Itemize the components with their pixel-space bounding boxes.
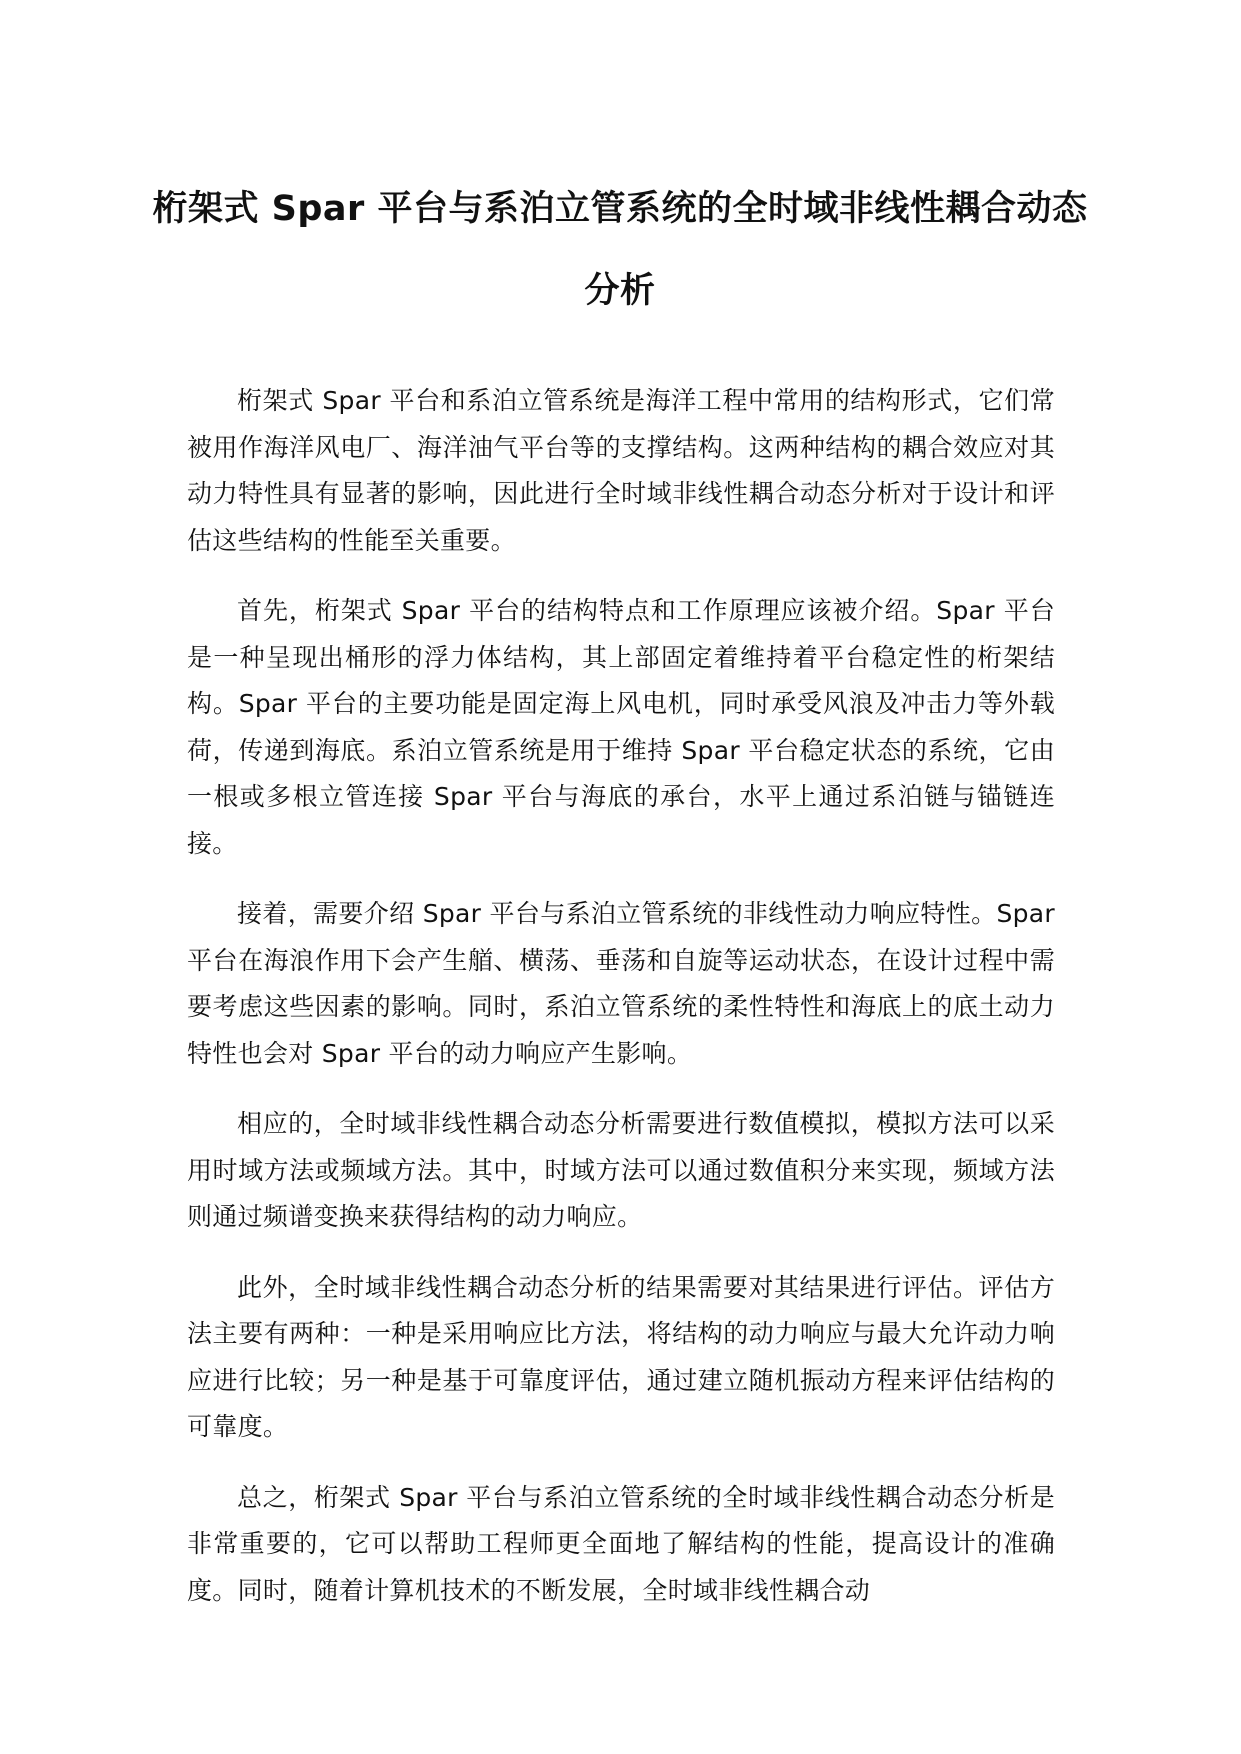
paragraph-2: 首先，桁架式 Spar 平台的结构特点和工作原理应该被介绍。Spar 平台是一种呈现出桶形的浮力体结构，其上部固定着维持着平台稳定性的桁架结构。Spar 平台的主要功能是固定海上风电机，同时承受风浪及冲击力等外载荷，传递到海底。系泊立管系统是用于维持 Spar 平台稳定状态的系统，它由一根或多根立管连接 Spar 平台与海底的承台，水平上通过系泊链与锚链连接。 [187,596,1055,858]
document-title: 桁架式 Spar 平台与系泊立管系统的全时域非线性耦合动态分析 [152,189,1088,311]
paragraph-3: 接着，需要介绍 Spar 平台与系泊立管系统的非线性动力响应特性。Spar 平台在海浪作用下会产生艏、横荡、垂荡和自旋等运动状态，在设计过程中需要考虑这些因素的影响。同时，系泊立管系统的柔性特性和海底上的底土动力特性也会对 Spar 平台的动力响应产生影响。 [187,899,1055,1068]
paragraph-6: 总之，桁架式 Spar 平台与系泊立管系统的全时域非线性耦合动态分析是非常重要的，它可以帮助工程师更全面地了解结构的性能，提高设计的准确度。同时，随着计算机技术的不断发展，全时域非线性耦合动 [187,1482,1055,1605]
paragraph-4: 相应的，全时域非线性耦合动态分析需要进行数值模拟，模拟方法可以采用时域方法或频域方法。其中，时域方法可以通过数值积分来实现，频域方法则通过频谱变换来获得结构的动力响应。 [187,1109,1055,1231]
document-body [187,378,1055,1638]
paragraph-5: 此外，全时域非线性耦合动态分析的结果需要对其结果进行评估。评估方法主要有两种：一种是采用响应比方法，将结构的动力响应与最大允许动力响应进行比较；另一种是基于可靠度评估，通过建立随机振动方程来评估结构的可靠度。 [187,1272,1055,1441]
paragraph-1: 桁架式 Spar 平台和系泊立管系统是海洋工程中常用的结构形式，它们常被用作海洋风电厂、海洋油气平台等的支撑结构。这两种结构的耦合效应对其动力特性具有显著的影响，因此进行全时域非线性耦合动态分析对于设计和评估这些结构的性能至关重要。 [187,386,1055,555]
